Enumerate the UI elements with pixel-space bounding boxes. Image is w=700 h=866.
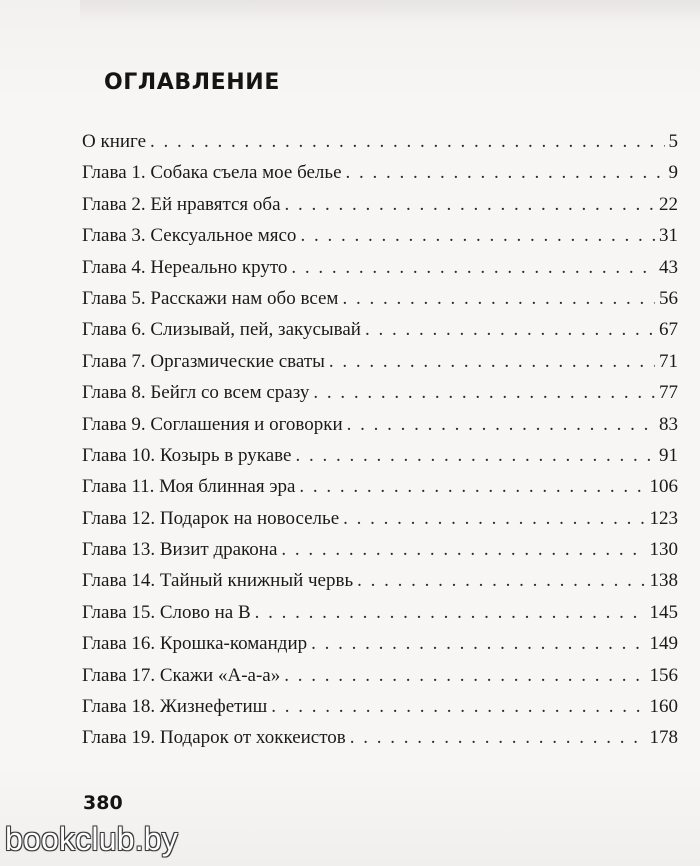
toc-entry (82, 189, 678, 220)
toc-entry-page: 22 (659, 193, 678, 215)
toc-entry-title: Глава 10. Козырь в рукаве (82, 444, 292, 466)
toc-leader-dots (311, 628, 645, 659)
toc-leader-dots (346, 157, 665, 188)
toc-leader-dots (365, 314, 655, 345)
toc-entry (82, 283, 678, 314)
toc-leader-dots (271, 691, 645, 722)
page-title: ОГЛАВЛЕНИЕ (104, 70, 280, 95)
toc-leader-dots (313, 377, 655, 408)
toc-leader-dots (255, 597, 646, 628)
toc-leader-dots (347, 409, 655, 440)
toc-entry-page: 160 (649, 696, 678, 718)
table-of-contents (82, 126, 678, 754)
toc-entry (82, 252, 678, 283)
toc-entry-title: Глава 4. Нереально круто (82, 256, 288, 278)
toc-entry-page: 71 (659, 350, 678, 372)
toc-leader-dots (343, 503, 645, 534)
toc-entry-page: 9 (668, 162, 678, 184)
toc-entry (82, 157, 678, 188)
toc-entry-title: Глава 1. Собака съела мое белье (82, 162, 342, 184)
toc-entry (82, 314, 678, 345)
toc-entry-title: Глава 18. Жизнефетиш (82, 696, 268, 718)
toc-entry (82, 691, 678, 722)
toc-leader-dots (300, 220, 655, 251)
toc-entry-page: 145 (649, 601, 678, 623)
toc-entry (82, 628, 678, 659)
toc-entry (82, 409, 678, 440)
toc-entry-title: Глава 15. Слово на В (82, 601, 251, 623)
toc-entry-page: 77 (659, 382, 678, 404)
toc-entry-title: Глава 7. Оргазмические сваты (82, 350, 325, 372)
toc-entry-page: 130 (649, 539, 678, 561)
toc-entry-title: Глава 16. Крошка-командир (82, 633, 308, 655)
toc-entry (82, 346, 678, 377)
toc-leader-dots (299, 471, 645, 502)
toc-entry-title: Глава 13. Визит дракона (82, 539, 278, 561)
toc-leader-dots (150, 126, 664, 157)
toc-entry (82, 471, 678, 502)
toc-entry-page: 31 (659, 225, 678, 247)
toc-entry-page: 123 (649, 507, 678, 529)
toc-entry (82, 722, 678, 753)
toc-entry (82, 597, 678, 628)
toc-entry-title: Глава 5. Расскажи нам обо всем (82, 287, 339, 309)
watermark: bookclub.by (5, 821, 178, 857)
toc-entry-page: 138 (649, 570, 678, 592)
toc-entry (82, 377, 678, 408)
toc-entry-title: Глава 11. Моя блинная эра (82, 476, 296, 498)
toc-entry-page: 178 (649, 727, 678, 749)
toc-entry-page: 5 (668, 131, 678, 152)
toc-entry (82, 440, 678, 471)
previous-page-bleed (80, 0, 700, 22)
toc-entry-page: 91 (659, 444, 678, 466)
toc-entry (82, 503, 678, 534)
toc-entry-title: Глава 17. Скажи «А-а-а» (82, 664, 281, 686)
page-number: 380 (83, 792, 123, 814)
toc-leader-dots (281, 534, 645, 565)
toc-entry-title: Глава 6. Слизывай, пей, закусывай (82, 319, 361, 341)
toc-leader-dots (285, 189, 655, 220)
toc-leader-dots (291, 252, 655, 283)
toc-entry-title: Глава 9. Соглашения и оговорки (82, 413, 343, 435)
toc-entry-title: Глава 2. Ей нравятся оба (82, 193, 281, 215)
toc-entry (82, 126, 678, 157)
toc-leader-dots (342, 283, 655, 314)
toc-leader-dots (295, 440, 655, 471)
toc-leader-dots (284, 660, 645, 691)
toc-leader-dots (350, 722, 646, 753)
toc-entry (82, 220, 678, 251)
toc-entry (82, 565, 678, 596)
toc-entry-page: 83 (659, 413, 678, 435)
toc-entry-page: 43 (659, 256, 678, 278)
toc-entry-page: 56 (659, 287, 678, 309)
toc-entry (82, 660, 678, 691)
toc-entry-page: 149 (649, 633, 678, 655)
toc-entry-title: Глава 14. Тайный книжный червь (82, 570, 354, 592)
toc-entry-page: 106 (649, 476, 678, 498)
toc-entry-page: 67 (659, 319, 678, 341)
toc-entry-title: О книге (82, 131, 147, 152)
toc-entry-title: Глава 3. Сексуальное мясо (82, 225, 297, 247)
toc-entry-page: 156 (649, 664, 678, 686)
toc-leader-dots (357, 565, 645, 596)
toc-leader-dots (329, 346, 655, 377)
toc-entry-title: Глава 8. Бейгл со всем сразу (82, 382, 310, 404)
toc-entry (82, 534, 678, 565)
toc-entry-title: Глава 12. Подарок на новоселье (82, 507, 340, 529)
toc-entry-title: Глава 19. Подарок от хоккеистов (82, 727, 346, 749)
